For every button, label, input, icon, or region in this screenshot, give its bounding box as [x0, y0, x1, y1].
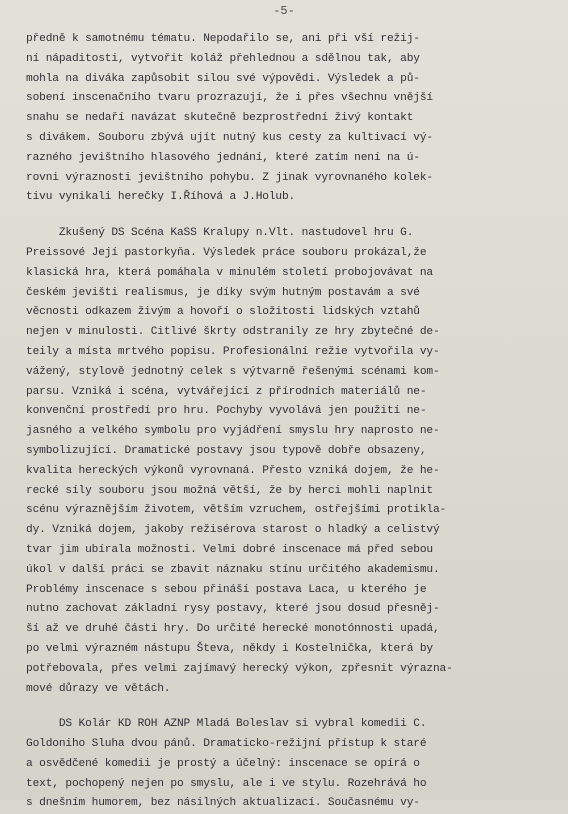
text-line: mohla na diváka zapůsobit silou své výpovědi. Výsledek a pů- — [26, 72, 420, 85]
typewritten-text — [26, 30, 558, 814]
text-line: potřebovala, přes velmi zajímavý herecký výkon, zpřesnit výrazna- — [26, 662, 453, 675]
text-line: úkol v další práci se zbavit náznaku stínu určitého akademismu. — [26, 563, 440, 576]
text-line: konvenční prostředí pro hru. Pochyby vyvolává jen použití ne- — [26, 405, 427, 418]
text-line: vážený, stylově jednotný celek s výtvarně řešenými scénami kom- — [26, 365, 440, 378]
text-line: Goldoniho Sluha dvou pánů. Dramaticko-režijní přístup k staré — [26, 738, 427, 751]
text-line: kvalita hereckých výkonů vyrovnaná. Přesto vzniká dojem, že he- — [26, 464, 440, 477]
page-number: -5- — [273, 4, 295, 18]
text-line: jasného a velkého symbolu pro vyjádření smyslu hry naprosto ne- — [26, 425, 440, 438]
text-line: snahu se nedaří navázat skutečně bezprostřední živý kontakt — [26, 112, 414, 125]
text-line: ní nápaditosti, vytvořit koláž přehlednou a sdělnou tak, aby — [26, 52, 420, 65]
text-line: nutno zachovat základní rysy postavy, které jsou dosud přesněj- — [26, 603, 440, 616]
text-line: a osvědčené komedii je prostý a účelný: inscenace se opírá o — [26, 757, 420, 770]
paragraph — [26, 30, 558, 208]
paragraph-gap — [26, 699, 558, 715]
text-line: recké síly souboru jsou možná větší, že by herci mohli naplnit — [26, 484, 433, 497]
text-line: Zkušený DS Scéna KaSS Kralupy n.Vlt. nastudovel hru G. — [26, 227, 414, 240]
text-line: klasická hra, která pomáhala v minulém století probojovávat na — [26, 266, 433, 279]
text-line: tvar jim ubírala možnosti. Velmi dobré inscenace má před sebou — [26, 543, 433, 556]
paragraph-gap — [26, 208, 558, 224]
text-line: nejen v minulosti. Citlivé škrty odstranily ze hry zbytečné de- — [26, 326, 440, 339]
text-line: mové důrazy ve větách. — [26, 682, 171, 695]
text-line: razného jevištního hlasového jednání, které zatím není na ú- — [26, 151, 420, 164]
text-line: sobení inscenačního tvaru prozrazují, že i přes všechnu vnější — [26, 92, 433, 105]
paragraph — [26, 224, 558, 699]
text-line: teily a místa mrtvého popisu. Profesionální režie vytvořila vy- — [26, 345, 440, 358]
text-line: Problémy inscenace s sebou přináší postava Laca, u kterého je — [26, 583, 427, 596]
text-line: Preissové Její pastorkyňa. Výsledek práce souboru prokázal,že — [26, 246, 427, 259]
text-line: symbolizující. Dramatické postavy jsou typově dobře obsazeny, — [26, 444, 427, 457]
text-line: s divákem. Souboru zbývá ujít nutný kus cesty za kultivací vý- — [26, 131, 433, 144]
text-line: ší až ve druhé části hry. Do určité herecké monotónnosti upadá, — [26, 623, 440, 636]
text-line: parsu. Vzniká i scéna, vytvářející z přírodních materiálů ne- — [26, 385, 427, 398]
text-line: dy. Vzniká dojem, jakoby režisérova starost o hladký a celistvý — [26, 524, 440, 537]
text-line: text, pochopený nejen po smyslu, ale i ve stylu. Rozehrává ho — [26, 777, 427, 790]
text-line: předně k samotnému tématu. Nepodařilo se, ani při vší režij- — [26, 33, 420, 45]
text-line: scénu výraznějším životem, větším vzruchem, ostřejšími protikla- — [26, 504, 447, 517]
text-line: českém jevišti realismus, je díky svým hutným postavám a své — [26, 286, 420, 299]
text-line: po velmi výrazném nástupu Števa, někdy i Kostelnička, která by — [26, 642, 433, 655]
text-line: tivu vynikali herečky I.Říhová a J.Holub. — [26, 191, 296, 204]
text-line: rovni výraznosti jevištního pohybu. Z jinak vyrovnaného kolek- — [26, 171, 433, 184]
text-line: DS Kolár KD ROH AZNP Mladá Boleslav si vybral komedii C. — [26, 718, 427, 731]
text-line: věcnosti odkazem živým a hovoří o složitosti lidských vztahů — [26, 306, 420, 319]
paragraph — [26, 715, 558, 814]
text-line: s dnešním humorem, bez násilných aktualizací. Současnému vy- — [26, 797, 420, 810]
